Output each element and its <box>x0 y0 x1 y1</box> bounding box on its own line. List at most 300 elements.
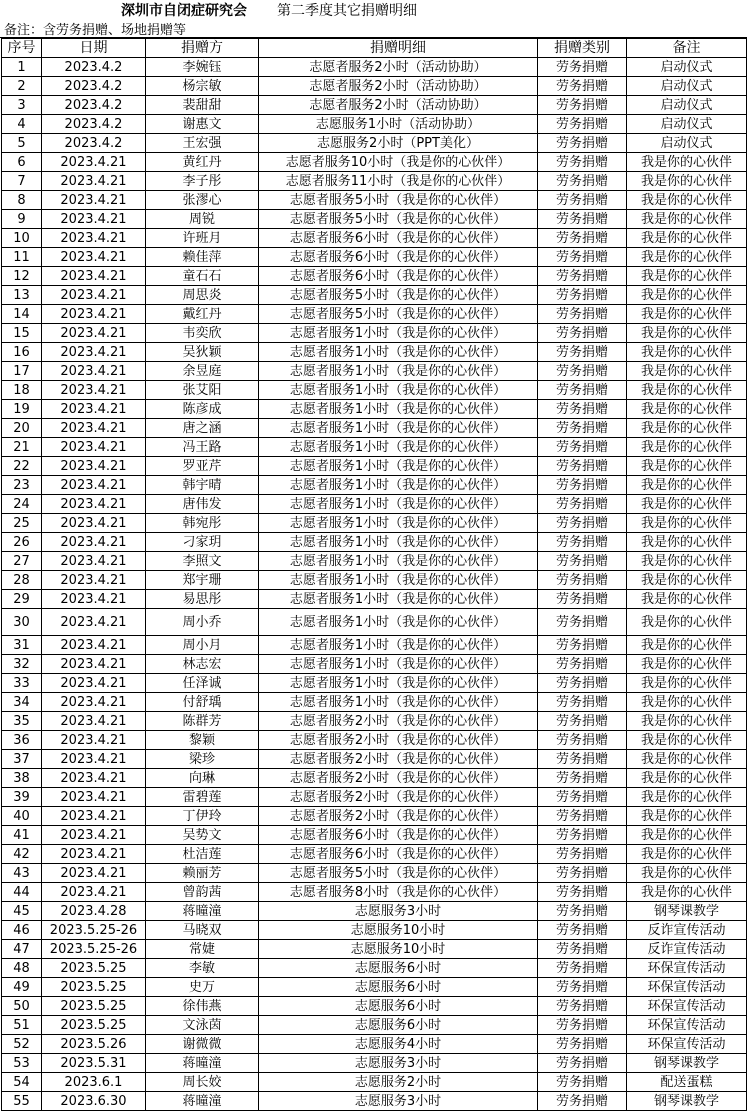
cell-seq: 37 <box>2 750 42 769</box>
cell-donor: 蒋曈潼 <box>146 902 259 921</box>
cell-remark: 我是你的心伙伴 <box>627 655 747 674</box>
cell-date: 2023.4.21 <box>42 712 146 731</box>
table-row <box>2 769 747 788</box>
cell-remark: 我是你的心伙伴 <box>627 495 747 514</box>
cell-date: 2023.4.21 <box>42 845 146 864</box>
table-row <box>2 674 747 693</box>
cell-seq: 46 <box>2 921 42 940</box>
table-row <box>2 1054 747 1073</box>
cell-category: 劳务捐赠 <box>538 533 627 552</box>
cell-detail: 志愿服务6小时 <box>259 1016 538 1035</box>
cell-category: 劳务捐赠 <box>538 590 627 609</box>
cell-seq: 2 <box>2 77 42 96</box>
cell-category: 劳务捐赠 <box>538 267 627 286</box>
cell-date: 2023.4.21 <box>42 172 146 191</box>
cell-date: 2023.4.21 <box>42 590 146 609</box>
cell-date: 2023.4.21 <box>42 267 146 286</box>
cell-donor: 马晓双 <box>146 921 259 940</box>
cell-donor: 易思彤 <box>146 590 259 609</box>
cell-date: 2023.4.21 <box>42 286 146 305</box>
cell-date: 2023.5.31 <box>42 1054 146 1073</box>
cell-seq: 22 <box>2 457 42 476</box>
cell-donor: 余昱庭 <box>146 362 259 381</box>
cell-category: 劳务捐赠 <box>538 438 627 457</box>
cell-remark: 我是你的心伙伴 <box>627 750 747 769</box>
cell-detail: 志愿者服务8小时（我是你的心伙伴） <box>259 883 538 902</box>
cell-donor: 周小月 <box>146 636 259 655</box>
cell-remark: 我是你的心伙伴 <box>627 153 747 172</box>
cell-date: 2023.4.21 <box>42 419 146 438</box>
table-row <box>2 58 747 77</box>
cell-detail: 志愿者服务2小时（我是你的心伙伴） <box>259 750 538 769</box>
cell-category: 劳务捐赠 <box>538 655 627 674</box>
cell-detail: 志愿者服务1小时（我是你的心伙伴） <box>259 571 538 590</box>
cell-date: 2023.4.21 <box>42 750 146 769</box>
table-row <box>2 997 747 1016</box>
cell-remark: 配送蛋糕 <box>627 1073 747 1092</box>
cell-donor: 常婕 <box>146 940 259 959</box>
cell-seq: 30 <box>2 609 42 636</box>
cell-donor: 黎颖 <box>146 731 259 750</box>
cell-remark: 我是你的心伙伴 <box>627 343 747 362</box>
cell-category: 劳务捐赠 <box>538 978 627 997</box>
table-row <box>2 590 747 609</box>
cell-seq: 8 <box>2 191 42 210</box>
cell-seq: 1 <box>2 58 42 77</box>
cell-category: 劳务捐赠 <box>538 609 627 636</box>
cell-category: 劳务捐赠 <box>538 286 627 305</box>
cell-seq: 26 <box>2 533 42 552</box>
cell-remark: 我是你的心伙伴 <box>627 419 747 438</box>
cell-date: 2023.4.21 <box>42 826 146 845</box>
cell-donor: 丁伊玲 <box>146 807 259 826</box>
cell-category: 劳务捐赠 <box>538 1035 627 1054</box>
cell-donor: 文泳茵 <box>146 1016 259 1035</box>
cell-detail: 志愿服务3小时 <box>259 1054 538 1073</box>
cell-category: 劳务捐赠 <box>538 191 627 210</box>
cell-category: 劳务捐赠 <box>538 362 627 381</box>
cell-detail: 志愿者服务2小时（我是你的心伙伴） <box>259 788 538 807</box>
cell-seq: 27 <box>2 552 42 571</box>
table-row <box>2 419 747 438</box>
cell-seq: 13 <box>2 286 42 305</box>
cell-date: 2023.4.21 <box>42 248 146 267</box>
cell-remark: 启动仪式 <box>627 77 747 96</box>
cell-seq: 4 <box>2 115 42 134</box>
cell-detail: 志愿者服务1小时（我是你的心伙伴） <box>259 381 538 400</box>
cell-date: 2023.4.21 <box>42 693 146 712</box>
cell-seq: 19 <box>2 400 42 419</box>
table-row <box>2 845 747 864</box>
cell-donor: 周小乔 <box>146 609 259 636</box>
cell-seq: 55 <box>2 1092 42 1111</box>
cell-seq: 12 <box>2 267 42 286</box>
cell-category: 劳务捐赠 <box>538 457 627 476</box>
cell-detail: 志愿者服务5小时（我是你的心伙伴） <box>259 191 538 210</box>
cell-date: 2023.4.21 <box>42 883 146 902</box>
cell-seq: 40 <box>2 807 42 826</box>
cell-seq: 10 <box>2 229 42 248</box>
cell-seq: 32 <box>2 655 42 674</box>
cell-detail: 志愿者服务1小时（我是你的心伙伴） <box>259 419 538 438</box>
cell-category: 劳务捐赠 <box>538 769 627 788</box>
table-row <box>2 210 747 229</box>
cell-remark: 我是你的心伙伴 <box>627 883 747 902</box>
table-row <box>2 191 747 210</box>
cell-date: 2023.4.2 <box>42 96 146 115</box>
cell-remark: 我是你的心伙伴 <box>627 191 747 210</box>
cell-remark: 我是你的心伙伴 <box>627 476 747 495</box>
cell-seq: 48 <box>2 959 42 978</box>
cell-seq: 9 <box>2 210 42 229</box>
cell-remark: 环保宣传活动 <box>627 1016 747 1035</box>
cell-date: 2023.4.21 <box>42 674 146 693</box>
note-row <box>0 19 747 38</box>
cell-category: 劳务捐赠 <box>538 514 627 533</box>
cell-seq: 21 <box>2 438 42 457</box>
cell-detail: 志愿服务6小时 <box>259 978 538 997</box>
cell-donor: 吴势文 <box>146 826 259 845</box>
cell-remark: 我是你的心伙伴 <box>627 712 747 731</box>
col-header-remark: 备注 <box>627 39 747 58</box>
cell-seq: 31 <box>2 636 42 655</box>
cell-category: 劳务捐赠 <box>538 77 627 96</box>
cell-detail: 志愿者服务5小时（我是你的心伙伴） <box>259 286 538 305</box>
cell-seq: 52 <box>2 1035 42 1054</box>
cell-category: 劳务捐赠 <box>538 571 627 590</box>
table-row <box>2 495 747 514</box>
table-row <box>2 229 747 248</box>
cell-donor: 陈群芳 <box>146 712 259 731</box>
cell-detail: 志愿者服务2小时（我是你的心伙伴） <box>259 769 538 788</box>
table-row <box>2 978 747 997</box>
cell-donor: 许班月 <box>146 229 259 248</box>
cell-donor: 李子彤 <box>146 172 259 191</box>
cell-seq: 49 <box>2 978 42 997</box>
cell-date: 2023.6.1 <box>42 1073 146 1092</box>
cell-date: 2023.5.25 <box>42 959 146 978</box>
cell-remark: 环保宣传活动 <box>627 997 747 1016</box>
cell-remark: 钢琴课教学 <box>627 902 747 921</box>
table-row <box>2 552 747 571</box>
cell-seq: 33 <box>2 674 42 693</box>
cell-date: 2023.5.25 <box>42 1016 146 1035</box>
cell-detail: 志愿服务4小时 <box>259 1035 538 1054</box>
cell-category: 劳务捐赠 <box>538 495 627 514</box>
cell-remark: 我是你的心伙伴 <box>627 533 747 552</box>
cell-category: 劳务捐赠 <box>538 134 627 153</box>
cell-detail: 志愿者服务1小时（我是你的心伙伴） <box>259 590 538 609</box>
cell-seq: 15 <box>2 324 42 343</box>
cell-category: 劳务捐赠 <box>538 940 627 959</box>
cell-date: 2023.4.21 <box>42 609 146 636</box>
cell-detail: 志愿者服务1小时（我是你的心伙伴） <box>259 400 538 419</box>
table-row <box>2 788 747 807</box>
cell-category: 劳务捐赠 <box>538 172 627 191</box>
cell-date: 2023.4.21 <box>42 655 146 674</box>
cell-donor: 陈彦成 <box>146 400 259 419</box>
cell-date: 2023.4.21 <box>42 191 146 210</box>
cell-seq: 24 <box>2 495 42 514</box>
cell-donor: 赖丽芳 <box>146 864 259 883</box>
cell-remark: 我是你的心伙伴 <box>627 571 747 590</box>
cell-detail: 志愿服务3小时 <box>259 1092 538 1111</box>
cell-seq: 51 <box>2 1016 42 1035</box>
cell-remark: 我是你的心伙伴 <box>627 210 747 229</box>
cell-category: 劳务捐赠 <box>538 1054 627 1073</box>
cell-donor: 谢微微 <box>146 1035 259 1054</box>
cell-seq: 50 <box>2 997 42 1016</box>
cell-detail: 志愿者服务1小时（我是你的心伙伴） <box>259 609 538 636</box>
cell-detail: 志愿者服务1小时（我是你的心伙伴） <box>259 533 538 552</box>
cell-date: 2023.4.2 <box>42 58 146 77</box>
cell-seq: 39 <box>2 788 42 807</box>
cell-donor: 冯王路 <box>146 438 259 457</box>
cell-detail: 志愿者服务5小时（我是你的心伙伴） <box>259 305 538 324</box>
cell-date: 2023.4.21 <box>42 229 146 248</box>
cell-donor: 蒋曈潼 <box>146 1054 259 1073</box>
cell-seq: 7 <box>2 172 42 191</box>
cell-donor: 付舒瑀 <box>146 693 259 712</box>
table-row <box>2 807 747 826</box>
cell-seq: 11 <box>2 248 42 267</box>
cell-donor: 韦奕欣 <box>146 324 259 343</box>
cell-category: 劳务捐赠 <box>538 921 627 940</box>
cell-category: 劳务捐赠 <box>538 229 627 248</box>
cell-category: 劳务捐赠 <box>538 400 627 419</box>
cell-date: 2023.5.25-26 <box>42 940 146 959</box>
cell-remark: 我是你的心伙伴 <box>627 381 747 400</box>
table-row <box>2 457 747 476</box>
table-row <box>2 1035 747 1054</box>
cell-donor: 张艾阳 <box>146 381 259 400</box>
cell-seq: 28 <box>2 571 42 590</box>
cell-remark: 我是你的心伙伴 <box>627 248 747 267</box>
cell-category: 劳务捐赠 <box>538 115 627 134</box>
cell-detail: 志愿者服务6小时（我是你的心伙伴） <box>259 229 538 248</box>
table-row <box>2 750 747 769</box>
cell-category: 劳务捐赠 <box>538 343 627 362</box>
table-row <box>2 1073 747 1092</box>
cell-detail: 志愿者服务2小时（活动协助） <box>259 77 538 96</box>
cell-seq: 43 <box>2 864 42 883</box>
table-row <box>2 153 747 172</box>
cell-donor: 向琳 <box>146 769 259 788</box>
cell-category: 劳务捐赠 <box>538 381 627 400</box>
cell-donor: 郑宇珊 <box>146 571 259 590</box>
cell-seq: 36 <box>2 731 42 750</box>
cell-donor: 李敏 <box>146 959 259 978</box>
table-row <box>2 343 747 362</box>
cell-remark: 我是你的心伙伴 <box>627 438 747 457</box>
cell-category: 劳务捐赠 <box>538 807 627 826</box>
cell-donor: 黄红丹 <box>146 153 259 172</box>
table-row <box>2 940 747 959</box>
cell-category: 劳务捐赠 <box>538 324 627 343</box>
cell-donor: 刁家玥 <box>146 533 259 552</box>
cell-detail: 志愿服务10小时 <box>259 921 538 940</box>
cell-seq: 38 <box>2 769 42 788</box>
cell-date: 2023.4.21 <box>42 324 146 343</box>
cell-donor: 杜洁莲 <box>146 845 259 864</box>
cell-date: 2023.4.21 <box>42 476 146 495</box>
cell-remark: 我是你的心伙伴 <box>627 590 747 609</box>
cell-remark: 我是你的心伙伴 <box>627 609 747 636</box>
cell-donor: 杨宗敏 <box>146 77 259 96</box>
cell-detail: 志愿者服务6小时（我是你的心伙伴） <box>259 267 538 286</box>
table-row <box>2 571 747 590</box>
cell-date: 2023.4.21 <box>42 769 146 788</box>
cell-date: 2023.5.25-26 <box>42 921 146 940</box>
cell-detail: 志愿者服务1小时（我是你的心伙伴） <box>259 343 538 362</box>
table-row <box>2 902 747 921</box>
cell-detail: 志愿者服务6小时（我是你的心伙伴） <box>259 248 538 267</box>
cell-remark: 启动仪式 <box>627 58 747 77</box>
cell-remark: 我是你的心伙伴 <box>627 305 747 324</box>
cell-date: 2023.4.2 <box>42 134 146 153</box>
cell-date: 2023.4.21 <box>42 210 146 229</box>
cell-remark: 环保宣传活动 <box>627 959 747 978</box>
cell-date: 2023.5.25 <box>42 997 146 1016</box>
cell-date: 2023.4.2 <box>42 115 146 134</box>
table-row <box>2 864 747 883</box>
cell-seq: 45 <box>2 902 42 921</box>
cell-seq: 20 <box>2 419 42 438</box>
table-row <box>2 1092 747 1111</box>
cell-seq: 44 <box>2 883 42 902</box>
cell-detail: 志愿者服务1小时（我是你的心伙伴） <box>259 495 538 514</box>
cell-category: 劳务捐赠 <box>538 902 627 921</box>
cell-category: 劳务捐赠 <box>538 96 627 115</box>
cell-remark: 我是你的心伙伴 <box>627 864 747 883</box>
cell-category: 劳务捐赠 <box>538 959 627 978</box>
cell-remark: 我是你的心伙伴 <box>627 731 747 750</box>
cell-remark: 环保宣传活动 <box>627 1035 747 1054</box>
cell-category: 劳务捐赠 <box>538 864 627 883</box>
cell-category: 劳务捐赠 <box>538 997 627 1016</box>
table-row <box>2 438 747 457</box>
cell-donor: 裴甜甜 <box>146 96 259 115</box>
cell-detail: 志愿者服务2小时（我是你的心伙伴） <box>259 731 538 750</box>
cell-remark: 我是你的心伙伴 <box>627 674 747 693</box>
cell-date: 2023.4.21 <box>42 153 146 172</box>
table-row <box>2 609 747 636</box>
donation-table <box>1 38 747 1111</box>
cell-seq: 54 <box>2 1073 42 1092</box>
cell-date: 2023.6.30 <box>42 1092 146 1111</box>
table-row <box>2 96 747 115</box>
cell-date: 2023.4.21 <box>42 552 146 571</box>
cell-category: 劳务捐赠 <box>538 636 627 655</box>
cell-remark: 我是你的心伙伴 <box>627 267 747 286</box>
cell-category: 劳务捐赠 <box>538 476 627 495</box>
cell-donor: 韩宇晴 <box>146 476 259 495</box>
table-row <box>2 77 747 96</box>
cell-remark: 反诈宣传活动 <box>627 921 747 940</box>
table-row <box>2 826 747 845</box>
cell-category: 劳务捐赠 <box>538 1016 627 1035</box>
cell-remark: 我是你的心伙伴 <box>627 693 747 712</box>
cell-detail: 志愿者服务2小时（活动协助） <box>259 96 538 115</box>
cell-donor: 徐伟燕 <box>146 997 259 1016</box>
cell-date: 2023.4.21 <box>42 533 146 552</box>
cell-date: 2023.4.21 <box>42 457 146 476</box>
cell-remark: 环保宣传活动 <box>627 978 747 997</box>
cell-donor: 林志宏 <box>146 655 259 674</box>
cell-category: 劳务捐赠 <box>538 826 627 845</box>
cell-detail: 志愿者服务1小时（我是你的心伙伴） <box>259 552 538 571</box>
cell-remark: 我是你的心伙伴 <box>627 552 747 571</box>
cell-detail: 志愿者服务10小时（我是你的心伙伴） <box>259 153 538 172</box>
cell-seq: 35 <box>2 712 42 731</box>
cell-donor: 吴狄颖 <box>146 343 259 362</box>
cell-detail: 志愿服务2小时 <box>259 1073 538 1092</box>
table-row <box>2 400 747 419</box>
table-row <box>2 115 747 134</box>
cell-seq: 17 <box>2 362 42 381</box>
table-row <box>2 636 747 655</box>
table-row <box>2 381 747 400</box>
cell-remark: 我是你的心伙伴 <box>627 362 747 381</box>
col-header-detail: 捐赠明细 <box>259 39 538 58</box>
table-row <box>2 655 747 674</box>
cell-date: 2023.4.21 <box>42 636 146 655</box>
cell-date: 2023.4.21 <box>42 514 146 533</box>
table-body <box>2 58 747 1111</box>
cell-date: 2023.4.21 <box>42 362 146 381</box>
cell-remark: 启动仪式 <box>627 96 747 115</box>
cell-category: 劳务捐赠 <box>538 674 627 693</box>
cell-detail: 志愿服务6小时 <box>259 959 538 978</box>
cell-donor: 任泽诚 <box>146 674 259 693</box>
cell-date: 2023.4.21 <box>42 305 146 324</box>
cell-category: 劳务捐赠 <box>538 731 627 750</box>
cell-date: 2023.4.21 <box>42 731 146 750</box>
cell-donor: 雷碧莲 <box>146 788 259 807</box>
table-row <box>2 248 747 267</box>
table-row <box>2 362 747 381</box>
cell-date: 2023.4.21 <box>42 807 146 826</box>
table-row <box>2 286 747 305</box>
cell-category: 劳务捐赠 <box>538 210 627 229</box>
table-header-row <box>2 39 747 58</box>
cell-detail: 志愿者服务1小时（我是你的心伙伴） <box>259 438 538 457</box>
cell-detail: 志愿者服务2小时（我是你的心伙伴） <box>259 807 538 826</box>
cell-date: 2023.4.28 <box>42 902 146 921</box>
table-row <box>2 533 747 552</box>
cell-date: 2023.4.21 <box>42 571 146 590</box>
cell-seq: 47 <box>2 940 42 959</box>
table-row <box>2 305 747 324</box>
cell-donor: 韩宛彤 <box>146 514 259 533</box>
table-row <box>2 693 747 712</box>
cell-detail: 志愿服务2小时（PPT美化） <box>259 134 538 153</box>
cell-remark: 我是你的心伙伴 <box>627 286 747 305</box>
cell-category: 劳务捐赠 <box>538 58 627 77</box>
cell-detail: 志愿者服务1小时（我是你的心伙伴） <box>259 457 538 476</box>
cell-seq: 5 <box>2 134 42 153</box>
cell-donor: 史万 <box>146 978 259 997</box>
cell-donor: 李照文 <box>146 552 259 571</box>
cell-donor: 曾韵茜 <box>146 883 259 902</box>
cell-date: 2023.4.21 <box>42 400 146 419</box>
table-row <box>2 959 747 978</box>
cell-detail: 志愿服务6小时 <box>259 997 538 1016</box>
cell-seq: 53 <box>2 1054 42 1073</box>
cell-donor: 唐伟发 <box>146 495 259 514</box>
cell-donor: 赖佳萍 <box>146 248 259 267</box>
cell-detail: 志愿者服务1小时（我是你的心伙伴） <box>259 324 538 343</box>
